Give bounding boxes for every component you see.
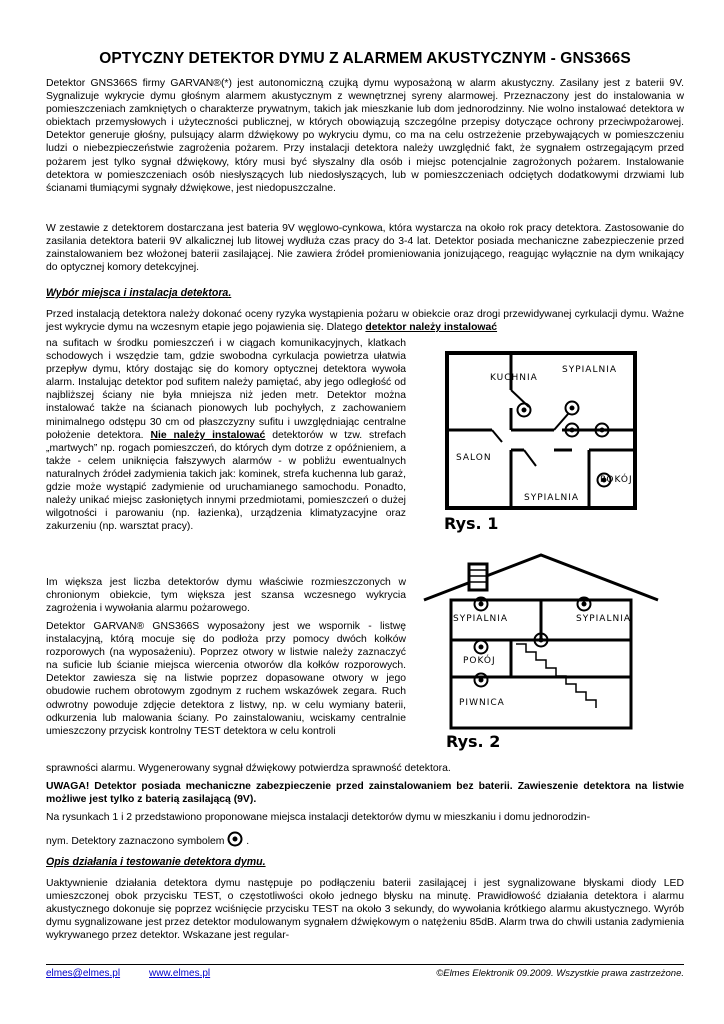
figure-2-label: Rys. 2 — [446, 732, 501, 751]
section-heading-installation: Wybór miejsca i instalacja detektora. — [46, 287, 232, 299]
fig1-room-kitchen: KUCHNIA — [490, 373, 538, 383]
installation-warning-emphasis: Nie należy instalować — [150, 429, 266, 441]
figure-1-floorplan — [444, 350, 638, 512]
installation-paragraph-2: Im większa jest liczba detektorów dymu właściwie rozmieszczonych w chronionym obiekcie, tym większa jest szansa wczesnego wykrycia zagrożenia i wywołania alarmu pożarowego. — [46, 577, 406, 615]
figure-1-label: Rys. 1 — [444, 514, 499, 533]
document-title: OPTYCZNY DETEKTOR DYMU Z ALARMEM AKUSTYCZNYM - GNS366S — [99, 50, 631, 67]
footer-email[interactable] — [46, 968, 120, 979]
installation-paragraph-3-end: sprawności alarmu. Wygenerowany sygnał dźwiękowy potwierdza sprawność detektora. — [46, 763, 451, 774]
installation-emphasis: detektor należy instalować — [365, 322, 498, 334]
footer-divider — [46, 964, 684, 965]
figures-text-end: . — [246, 836, 250, 847]
fig2-detector-symbols — [475, 598, 591, 687]
installation-body-text: na sufitach w środku pomieszczeń i w ciągach komunikacyjnych, klatkach schodowych i wszędzie tam, gdzie swobodna cyrkulacja powietrza ułatwia przepływ dymu, który dostając się do komory optycznej detektora wywoła alarm. Instalując detektor pod sufitem należy pamiętać, aby jego odległość od najbliższej ściany nie była mniejsza niż jeden metr. Detektor można instalować także na ścianach pionowych lub pochyłych, z zachowaniem minimalnego odstępu 30 cm od płaszczyzny sufitu i uwzględniając centralne położenie detektora. — [46, 338, 406, 441]
installation-tail-text: detektorów w tzw. strefach „martwych” np. rogach pomieszczeń, do których dym dotrze z opóźnieniem, a także - celem uniknięcia fałszywych alarmów - w pobliżu ewentualnych naturalnych źródeł zadymienia takich jak: kominek, strefa kuchenna lub garaż, gdzie może wystąpić zadymienie od uruchamianego samochodu. Ponadto, należy unikać miejsc zasłoniętych innymi przedmiotami, pomieszczeń o dużej wilgotności i parowaniu (np. łazienka), urządzenia klimatyzacyjne oraz zakurzeniu (np. warsztat pracy). — [46, 429, 407, 533]
section-heading-operation: Opis działania i testowanie detektora dymu. — [46, 856, 266, 868]
intro-paragraph-1: Detektor GNS366S firmy GARVAN®(*) jest autonomiczną czujką dymu wyposażoną w alarm akustyczny. Zasilany jest z baterii 9V. Sygnalizuje wykrycie dymu głośnym alarmem akustycznym z wewnętrznej syreny alarmowej. Przeznaczony jest do instalowania w pomieszczeniach zamkniętych o charakterze prywatnym, takich jak mieszkanie lub dom jednorodzinny. Nie wolno instalować detektora w obiektach przemysłowych i użyteczności publicznej, w których obowiązują szczególne przepisy dotyczące ochrony przeciwpożarowej. Detektor generuje głośny, pulsujący alarm dźwiękowy po wykryciu dymu, co ma na celu ostrzeżenie przebywających w pomieszczeniu ludzi o niebezpieczeństwie zagrożenia pożarem. Przy instalacji detektora należy uwzględnić fakt, że sygnałem ostrzegającym przed pożarem jest tylko sygnał dźwiękowy, który musi być słyszalny dla osób i miejsc potencjalnie zagrożonych pożarem. Instalowanie detektora w pomieszczeniach osób niesłyszących lub niedosłyszących, lub w pomieszczeniach odciętych dodatkowymi drzwiami lub ścianami tłumiącymi sygnały dźwiękowe, jest niedopuszczalne. — [46, 78, 684, 194]
email-link[interactable]: elmes@elmes.pl — [46, 968, 121, 979]
figure-2-house — [421, 552, 661, 732]
installation-intro-text: Przed instalacją detektora należy dokonać oceny ryzyka wystąpienia pożaru w obiekcie oraz drogi przewidywanej cyrkulacji dymu. Ważne jest wykrycie dymu na wczesnym etapie jego pojawienia się. Dlatego — [46, 309, 684, 334]
intro-paragraph-2: W zestawie z detektorem dostarczana jest bateria 9V węglowo-cynkowa, która wystarcza na około rok pracy detektora. Zastosowanie do zasilania detektora baterii 9V alkalicznej lub litowej wydłuża czas pracy do 3-4 lat. Detektor posiada mechaniczne zabezpieczenie przed zainstalowaniem bez włożonej baterii zasilającej. Nie zawiera źródeł promieniowania jonizującego, reagując wyłącznie na dym wnikający do optycznej komory detekcyjnej. — [46, 223, 684, 274]
detector-symbols — [518, 402, 611, 487]
installation-paragraph-intro — [46, 308, 684, 334]
figures-text: nym. Detektory zaznaczono symbolem — [46, 836, 225, 847]
installation-paragraph-body — [46, 337, 406, 533]
fig1-room-bedroom2: SYPIALNIA — [524, 493, 580, 503]
operation-paragraph: Uaktywnienie działania detektora dymu następuje po podłączeniu baterii zasilającej i jest sygnalizowane błyskami diody LED umieszczonej obok przycisku TEST, o częstotliwości około jednego błysku na minutę. Prawidłowość działania detektora i alarmu akustycznego dokonuje się poprzez wciśnięcie przycisku TEST na około 3 sekundy, do wywołania krótkiego alarmu akustycznego. Wyrób dymu sygnalizowane jest przez detektor modulowanym sygnałem dźwiękowym o natężeniu 85dB. Alarm trwa do chwili ustania zadymienia wykrywanego przez detektor. Wskazane jest regular- — [46, 878, 684, 942]
footer-copyright: ©Elmes Elektronik 09.2009. Wszystkie prawa zastrzeżone. — [436, 968, 684, 979]
figures-paragraph-line1: Na rysunkach 1 i 2 przedstawiono proponowane miejsca instalacji detektorów dymu w mieszkaniu i domu jednorodzin- — [46, 812, 591, 823]
installation-paragraph-3: Detektor GARVAN® GNS366S wyposażony jest we wspornik - listwę instalacyjną, którą mocuje się do podłoża przy pomocy dwóch kołków rozporowych (na wyposażeniu). Poprzez otwory w listwie należy zaznaczyć na suficie lub ścianie miejsca wiercenia otworów dla kołków rozporowych. Detektor zawiesza się na listwie poprzez dopasowane otwory w jego obudowie ruchem obrotowym zgodnym z ruchem wskazówek zegara. Ruch odwrotny powoduje zdjęcie detektora z listwy, np. w celu wymiany baterii, odkurzenia lub malowania ściany. Po zainstalowaniu, wciskamy centralnie umieszczony przycisk kontrolny TEST detektora w celu kontroli — [46, 621, 406, 737]
footer-website[interactable] — [149, 968, 210, 979]
detector-symbol-icon — [227, 831, 243, 851]
fig1-room-living: SALON — [456, 453, 492, 463]
fig1-room-bedroom: SYPIALNIA — [562, 365, 618, 375]
website-link[interactable]: www.elmes.pl — [149, 968, 211, 979]
fig2-room-bedroom-left: SYPIALNIA — [453, 614, 509, 624]
fig2-room-basement: PIWNICA — [459, 698, 505, 708]
fig2-room-room: POKÓJ — [463, 656, 496, 666]
fig1-room-room: POKÓJ — [600, 475, 633, 485]
warning-paragraph: UWAGA! Detektor posiada mechaniczne zabezpieczenie przed zainstalowaniem bez baterii. Zawieszenie detektora na listwie możliwe jest tylko z baterią zasilającą (9V). — [46, 781, 684, 806]
fig2-room-bedroom-right: SYPIALNIA — [576, 614, 632, 624]
figures-paragraph-line2 — [46, 831, 249, 851]
